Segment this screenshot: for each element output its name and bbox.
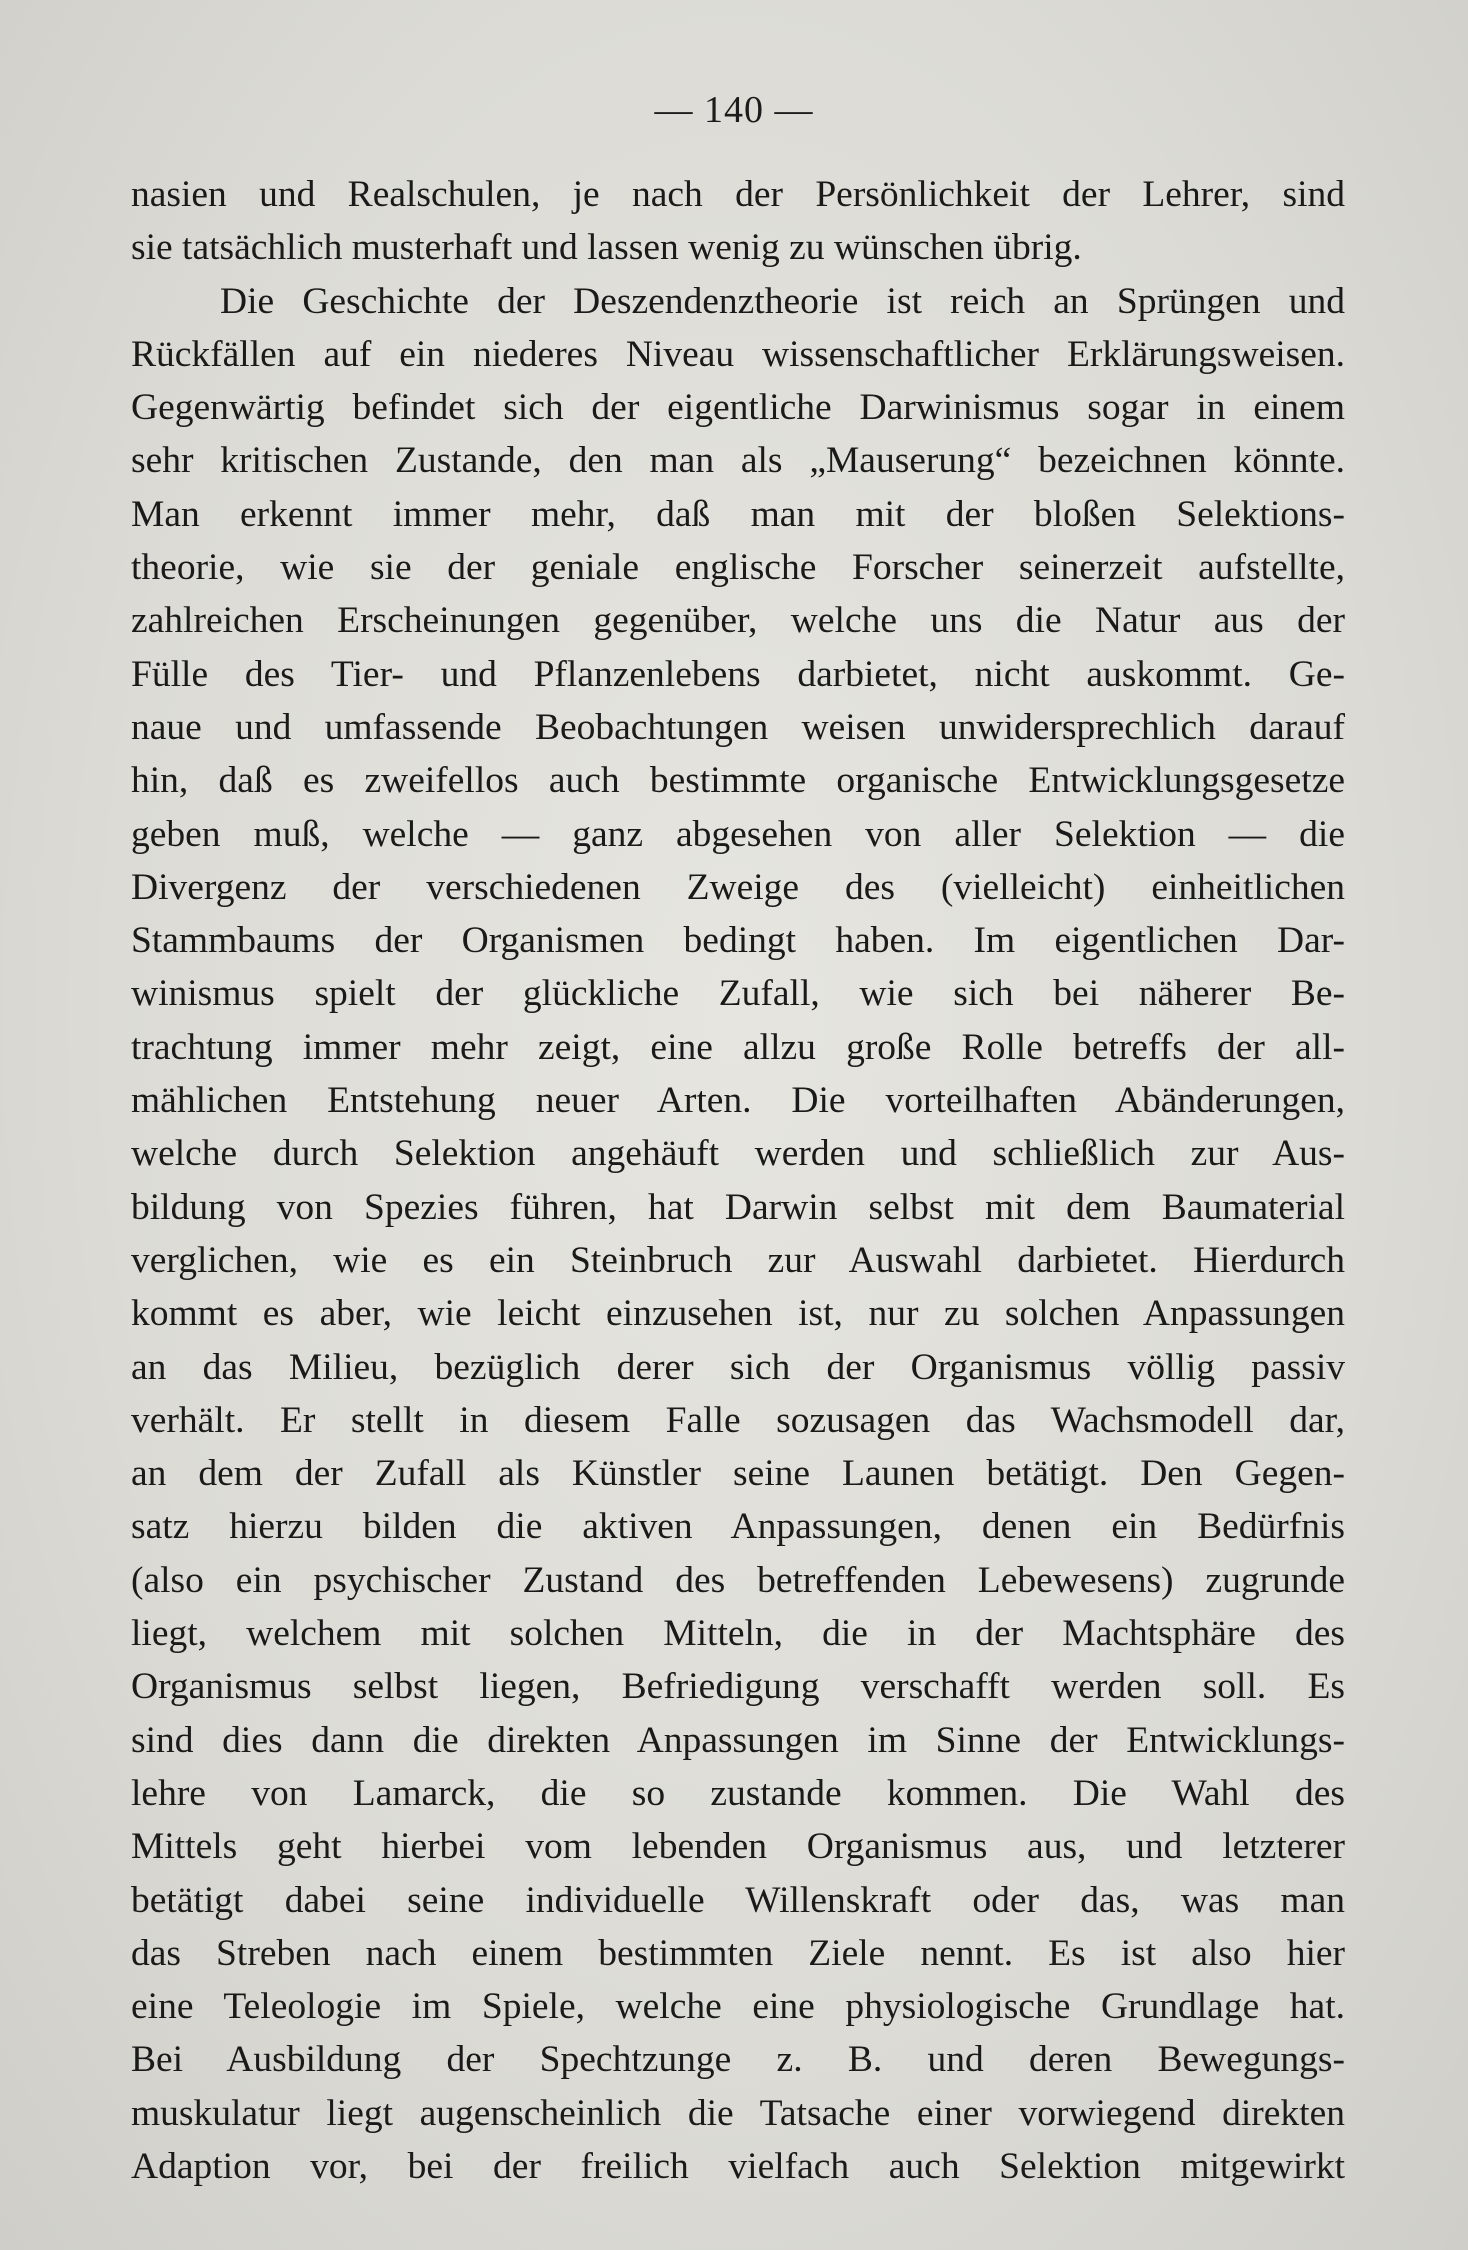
- text-line: hin, daß es zweifellos auch bestimmte organische Entwicklungsgesetze: [131, 760, 1345, 802]
- text-line: welche durch Selektion angehäuft werden und schließlich zur Aus-: [131, 1133, 1345, 1175]
- text-line: betätigt dabei seine individuelle Willenskraft oder das, was man: [131, 1879, 1345, 1921]
- text-line: Adaption vor, bei der freilich vielfach auch Selektion mitgewirkt: [131, 2145, 1345, 2187]
- text-line: nasien und Realschulen, je nach der Persönlichkeit der Lehrer, sind: [131, 174, 1345, 215]
- text-line: (also ein psychischer Zustand des betreffenden Lebewesens) zugrunde: [131, 1559, 1345, 1601]
- text-line: zahlreichen Erscheinungen gegenüber, welche uns die Natur aus der: [131, 600, 1345, 642]
- page-number: — 140 —: [654, 89, 814, 131]
- text-line: bildung von Spezies führen, hat Darwin selbst mit dem Baumaterial: [131, 1186, 1345, 1228]
- text-line: naue und umfassende Beobachtungen weisen unwidersprechlich darauf: [131, 706, 1345, 748]
- text-line: mählichen Entstehung neuer Arten. Die vorteilhaften Abänderungen,: [131, 1080, 1345, 1122]
- text-line: Man erkennt immer mehr, daß man mit der bloßen Selektions-: [131, 493, 1345, 535]
- text-line: Die Geschichte der Deszendenztheorie ist reich an Sprüngen und: [220, 280, 1345, 322]
- text-line: Organismus selbst liegen, Befriedigung verschafft werden soll. Es: [131, 1666, 1345, 1708]
- text-line: satz hierzu bilden die aktiven Anpassungen, denen ein Bedürfnis: [131, 1506, 1345, 1548]
- text-line: Stammbaums der Organismen bedingt haben. Im eigentlichen Dar-: [131, 920, 1345, 962]
- text-line: verhält. Er stellt in diesem Falle sozusagen das Wachsmodell dar,: [131, 1399, 1345, 1441]
- text-line: Divergenz der verschiedenen Zweige des (vielleicht) einheitlichen: [131, 866, 1345, 908]
- text-line: trachtung immer mehr zeigt, eine allzu große Rolle betreffs der all-: [131, 1026, 1345, 1068]
- text-line: an das Milieu, bezüglich derer sich der Organismus völlig passiv: [131, 1346, 1345, 1388]
- text-line: Fülle des Tier- und Pflanzenlebens darbietet, nicht auskommt. Ge-: [131, 653, 1345, 695]
- text-line: Mittels geht hierbei vom lebenden Organismus aus, und letzterer: [131, 1826, 1345, 1868]
- text-line: Rückfällen auf ein niederes Niveau wissenschaftlicher Erklärungsweisen.: [131, 333, 1345, 375]
- text-line: sind dies dann die direkten Anpassungen im Sinne der Entwicklungs-: [131, 1719, 1345, 1761]
- text-line: winismus spielt der glückliche Zufall, wie sich bei näherer Be-: [131, 973, 1345, 1015]
- text-line: kommt es aber, wie leicht einzusehen ist, nur zu solchen Anpassungen: [131, 1293, 1345, 1335]
- text-line: eine Teleologie im Spiele, welche eine physiologische Grundlage hat.: [131, 1986, 1345, 2028]
- text-line: theorie, wie sie der geniale englische Forscher seinerzeit aufstellte,: [131, 547, 1345, 589]
- text-line: lehre von Lamarck, die so zustande kommen. Die Wahl des: [131, 1772, 1345, 1814]
- text-line: an dem der Zufall als Künstler seine Launen betätigt. Den Gegen-: [131, 1453, 1345, 1495]
- text-line: geben muß, welche — ganz abgesehen von aller Selektion — die: [131, 813, 1345, 855]
- text-line: Bei Ausbildung der Spechtzunge z. B. und deren Bewegungs-: [131, 2039, 1345, 2081]
- text-line: verglichen, wie es ein Steinbruch zur Auswahl darbietet. Hierdurch: [131, 1239, 1345, 1281]
- text-line: muskulatur liegt augenscheinlich die Tatsache einer vorwiegend direkten: [131, 2092, 1345, 2134]
- text-line: sehr kritischen Zustande, den man als „Mauserung“ bezeichnen könnte.: [131, 440, 1345, 482]
- text-line: sie tatsächlich musterhaft und lassen wenig zu wünschen übrig.: [131, 227, 1082, 269]
- text-line: Gegenwärtig befindet sich der eigentliche Darwinismus sogar in einem: [131, 387, 1345, 429]
- body-text: [131, 168, 1345, 2193]
- text-line: liegt, welchem mit solchen Mitteln, die in der Machtsphäre des: [131, 1613, 1345, 1655]
- text-line: das Streben nach einem bestimmten Ziele nennt. Es ist also hier: [131, 1932, 1345, 1974]
